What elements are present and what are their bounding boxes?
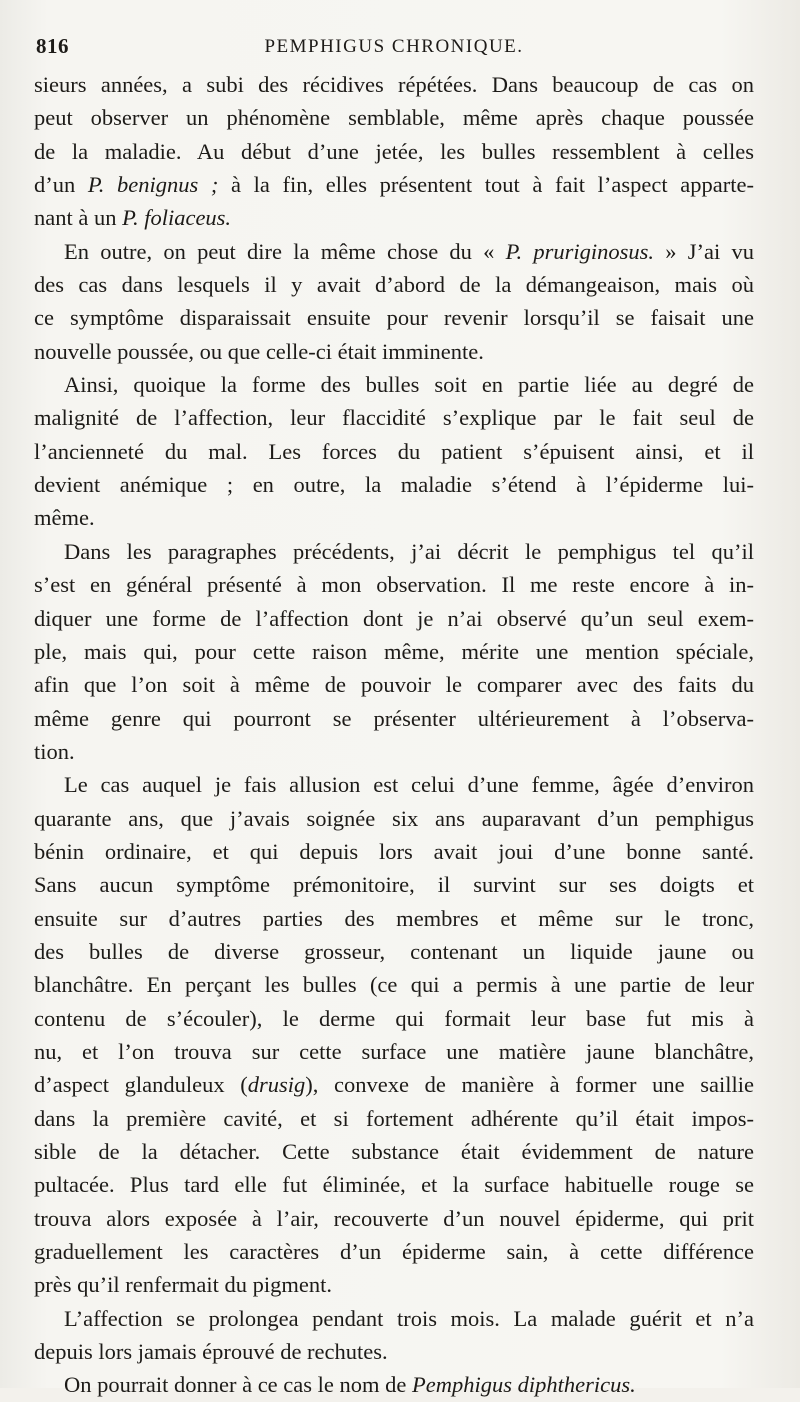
- text-line: pultacée. Plus tard elle fut éliminée, et la surface habituelle rouge se: [34, 1172, 754, 1198]
- paragraph-start-line: Dans les paragraphes précédents, j’ai décrit le pemphigus tel qu’il: [64, 538, 754, 564]
- italic-term: P. foliaceus.: [122, 205, 232, 231]
- text-line: ple, mais qui, pour cette raison même, mérite une mention spéciale,: [34, 638, 754, 664]
- text-line: contenu de s’écouler), le derme qui formait leur base fut mis à: [34, 1005, 754, 1031]
- paragraph-start-line: On pourrait donner à ce cas le nom de Pemphigus diphthericus.: [64, 1372, 636, 1398]
- italic-term: Pemphigus diphthericus.: [412, 1372, 636, 1398]
- text-line: tion.: [34, 738, 75, 764]
- text-line: diquer une forme de l’affection dont je n’ai observé qu’un seul exem-: [34, 605, 754, 631]
- text-line: bénin ordinaire, et qui depuis lors avait joui d’une bonne santé.: [34, 838, 754, 864]
- text-line: sible de la détacher. Cette substance était évidemment de nature: [34, 1139, 754, 1164]
- text-line: afin que l’on soit à même de pouvoir le comparer avec des faits du: [34, 672, 754, 698]
- text-line: ce symptôme disparaissait ensuite pour revenir lorsqu’il se faisait une: [34, 305, 754, 331]
- paragraph-start-line: En outre, on peut dire la même chose du « P. pruriginosus. » J’ai vu: [64, 238, 755, 264]
- text-line: devient anémique ; en outre, la maladie s’étend à l’épiderme lui-: [34, 472, 754, 498]
- text-line: blanchâtre. En perçant les bulles (ce qui a permis à une partie de leur: [34, 972, 754, 998]
- paragraph-start-line: Le cas auquel je fais allusion est celui d’une femme, âgée d’environ: [64, 772, 754, 798]
- text-line: sieurs années, a subi des récidives répétées. Dans beaucoup de cas on: [34, 72, 754, 97]
- text-line: même.: [34, 505, 95, 531]
- page-header: [36, 34, 752, 62]
- italic-term: P. pruriginosus.: [505, 238, 655, 264]
- running-title: PEMPHIGUS CHRONIQUE.: [264, 36, 524, 57]
- text-line: ensuite sur d’autres parties des membres et même sur le tronc,: [34, 905, 754, 931]
- paragraph-start-line: Ainsi, quoique la forme des bulles soit en partie liée au degré de: [64, 372, 754, 398]
- text-line: des cas dans lesquels il y avait d’abord de la démangeaison, mais où: [34, 272, 754, 298]
- text-line: depuis lors jamais éprouvé de rechutes.: [34, 1339, 388, 1365]
- text-line: de la maladie. Au début d’une jetée, les bulles ressemblent à celles: [34, 138, 754, 164]
- text-line: près qu’il renfermait du pigment.: [34, 1272, 333, 1298]
- text-line: dans la première cavité, et si fortement adhérente qu’il était impos-: [34, 1105, 754, 1131]
- text-line: l’ancienneté du mal. Les forces du patient s’épuisent ainsi, et il: [34, 438, 754, 464]
- body-text: [34, 68, 754, 1402]
- italic-term: drusig: [247, 1072, 306, 1098]
- italic-term: P. benignus ;: [87, 172, 219, 198]
- text-line: nant à un P. foliaceus.: [34, 205, 232, 231]
- page-number: 816: [36, 34, 69, 58]
- text-line: même genre qui pourront se présenter ultérieurement à l’observa-: [34, 705, 754, 731]
- text-line: Sans aucun symptôme prémonitoire, il survint sur ses doigts et: [34, 872, 754, 898]
- text-line: s’est en général présenté à mon observation. Il me reste encore à in-: [34, 572, 754, 598]
- text-line: graduellement les caractères d’un épiderme sain, à cette différence: [34, 1239, 754, 1265]
- text-line: peut observer un phénomène semblable, même après chaque poussée: [34, 105, 754, 131]
- text-line: quarante ans, que j’avais soignée six ans auparavant d’un pemphigus: [34, 805, 754, 831]
- text-line: des bulles de diverse grosseur, contenant un liquide jaune ou: [34, 938, 754, 964]
- text-line: d’aspect glanduleux (drusig), convexe de manière à former une saillie: [34, 1072, 754, 1098]
- paragraph-start-line: L’affection se prolongea pendant trois mois. La malade guérit et n’a: [64, 1305, 754, 1331]
- text-line: nu, et l’on trouva sur cette surface une matière jaune blanchâtre,: [34, 1038, 754, 1064]
- text-line: d’un P. benignus ; à la fin, elles présentent tout à fait l’aspect apparte-: [34, 172, 754, 198]
- text-line: nouvelle poussée, ou que celle-ci était imminente.: [34, 338, 484, 364]
- text-line: trouva alors exposée à l’air, recouverte d’un nouvel épiderme, qui prit: [34, 1205, 754, 1231]
- text-line: malignité de l’affection, leur flaccidité s’explique par le fait seul de: [34, 405, 754, 431]
